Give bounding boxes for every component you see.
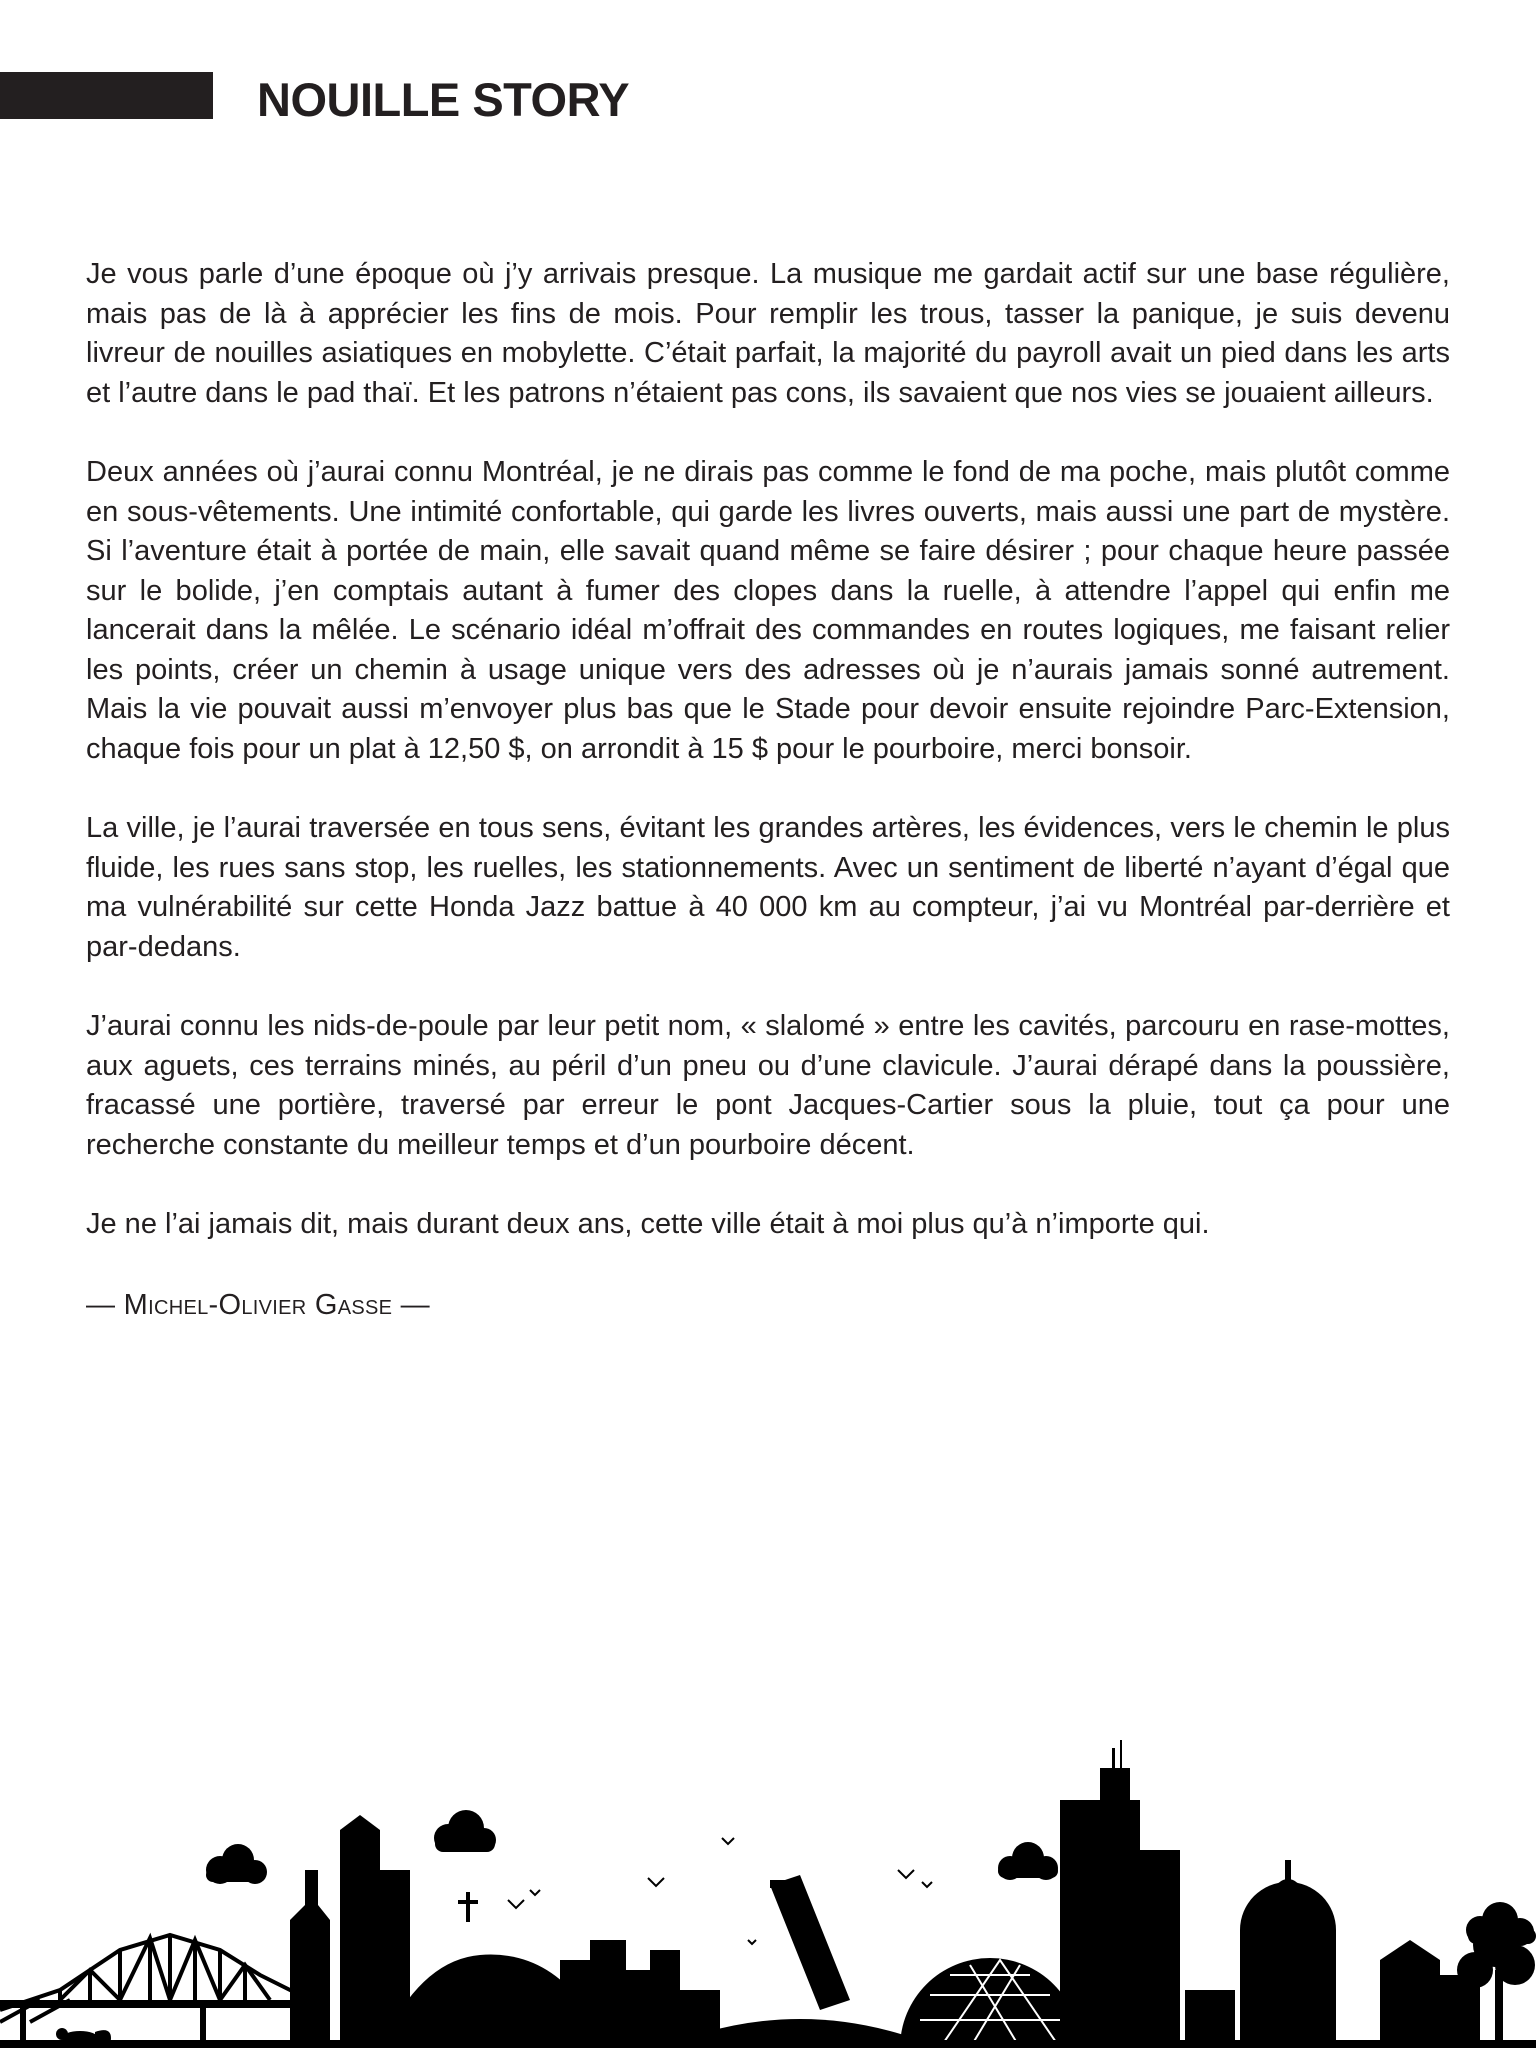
montreal-skyline-illustration: [0, 1740, 1536, 2048]
article-paragraph-3: La ville, je l’aurai traversée en tous sens, évitant les grandes artères, les évidences, vers le chemin le plus fluide, les rues sans stop, les ruelles, les stationnements. Avec un sentiment de liberté n’ayant d’égal que ma vulnérabilité sur cette Honda Jazz battue à 40 000 km au compteur, j’ai vu Montréal par-derrière et par-dedans.: [86, 812, 1450, 963]
author-signature: — Michel-Olivier Gasse —: [86, 1288, 430, 1321]
article-paragraph-2: Deux années où j’aurai connu Montréal, je ne dirais pas comme le fond de ma poche, mais plutôt comme en sous-vêtements. Une intimité confortable, qui garde les livres ouverts, mais aussi une part de mystère. Si l’aventure était à portée de main, elle savait quand même se faire désirer ; pour chaque heure passée sur le bolide, j’en comptais autant à fumer des clopes dans la ruelle, à attendre l’appel qui enfin me lancerait dans la mêlée. Le scénario idéal m’offrait des commandes en routes logiques, me faisant relier les points, créer un chemin à usage unique vers des adresses où je n’aurais jamais sonné autrement. Mais la vie pouvait aussi m’envoyer plus bas que le Stade pour devoir ensuite rejoindre Parc-Extension, chaque fois pour un plat à 12,50 $, on arrondit à 15 $ pour le pourboire, merci bonsoir.: [86, 456, 1450, 765]
article-body: [86, 255, 1450, 1325]
biosphere: [900, 1958, 1080, 2048]
article-paragraph-5: Je ne l’ai jamais dit, mais durant deux ans, cette ville était à moi plus qu’à n’importe qui.: [86, 1208, 1210, 1240]
title-accent-bar: [0, 72, 213, 119]
birds: [508, 1838, 932, 1944]
cloud-shape: [206, 1844, 267, 1884]
article-paragraph-1: Je vous parle d’une époque où j’y arrivais presque. La musique me gardait actif sur une base régulière, mais pas de là à apprécier les fins de mois. Pour remplir les trous, tasser la panique, je suis devenu livreur de nouilles asiatiques en mobylette. C’était parfait, la majorité du payroll avait un pied dans les arts et l’autre dans le pad thaï. Et les patrons n’étaient pas cons, ils savaient que nos vies se jouaient ailleurs.: [86, 258, 1450, 409]
cloud-shape: [998, 1842, 1058, 1880]
ground-strip: [0, 2040, 1536, 2048]
article-paragraph-4: J’aurai connu les nids-de-poule par leur petit nom, « slalomé » entre les cavités, parcouru en rase-mottes, aux aguets, ces terrains minés, au péril d’un pneu ou d’une clavicule. J’aurai dérapé dans la poussière, fracassé une portière, traversé par erreur le pont Jacques-Cartier sous la pluie, tout ça pour une recherche constante du meilleur temps et d’un pourboire décent.: [86, 1010, 1450, 1161]
oratory-dome: [1185, 1860, 1336, 2048]
habitat-67: [560, 1940, 720, 2048]
tall-tower: [1060, 1740, 1180, 2048]
downtown-buildings: [290, 1815, 410, 2048]
page-title: NOUILLE STORY: [257, 73, 630, 126]
jacques-cartier-bridge: [0, 1935, 300, 2048]
cloud-shape: [434, 1810, 496, 1852]
